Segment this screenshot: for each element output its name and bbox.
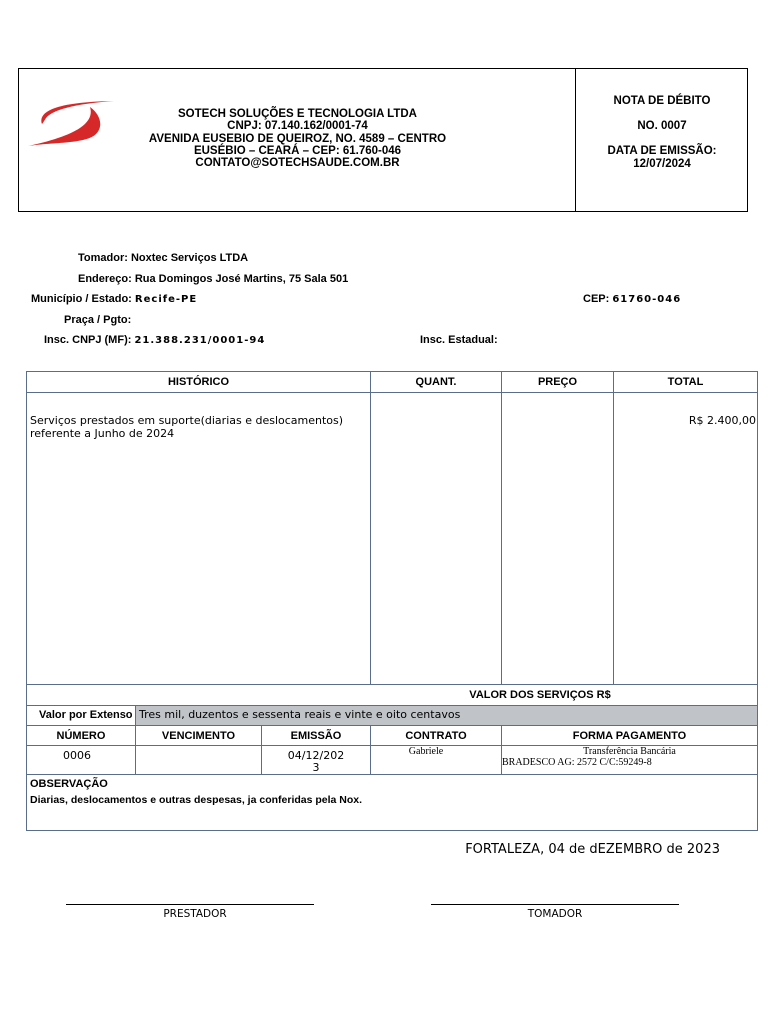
tomador: Tomador: Noxtec Serviços LTDA (78, 252, 249, 264)
cep (583, 293, 681, 306)
header-forma-pagamento: FORMA PAGAMENTO (572, 730, 687, 742)
header-preco: PREÇO (537, 376, 578, 388)
table-border-right (757, 371, 758, 831)
company-address: AVENIDA EUSEBIO DE QUEIROZ, NO. 4589 – CENTRO (148, 133, 447, 145)
observacao-text: Diarias, deslocamentos e outras despesas, ja conferidas pela Nox. (30, 794, 363, 806)
payment-numero: 0006 (63, 749, 91, 762)
header-historico: HISTÓRICO (167, 376, 230, 388)
nota-date-label: DATA DE EMISSÃO: (607, 145, 717, 157)
insc-cnpj-value: 21.388.231/0001-94 (134, 335, 266, 346)
payment-emissao-line2: 3 (312, 761, 320, 774)
header-quant: QUANT. (415, 376, 457, 388)
cep-label: CEP: (583, 293, 610, 305)
place-date: FORTALEZA, 04 de dEZEMBRO de 2023 (465, 842, 720, 857)
header-numero: NÚMERO (56, 730, 106, 742)
company-logo (24, 94, 120, 150)
municipio-estado (31, 293, 197, 306)
tomador-signature-line (431, 904, 679, 905)
payment-forma-line1: Transferência Bancária (583, 746, 676, 757)
col-divider-extenso (135, 705, 136, 725)
col-divider-quant (370, 371, 371, 685)
nota-date: 12/07/2024 (633, 158, 691, 170)
valor-servicos-label: VALOR DOS SERVIÇOS R$ (469, 689, 611, 701)
header-contrato: CONTRATO (405, 730, 467, 742)
company-city: EUSÉBIO – CEARÁ – CEP: 61.760-046 (193, 145, 402, 157)
payment-emissao-line1: 04/12/202 (287, 749, 345, 762)
nota-number: NO. 0007 (637, 120, 687, 132)
item-total: R$ 2.400,00 (688, 414, 756, 427)
prestador-signature-line (66, 904, 314, 905)
praca-pgto: Praça / Pgto: (64, 314, 132, 326)
header-vencimento: VENCIMENTO (161, 730, 236, 742)
header-emissao: EMISSÃO (290, 730, 342, 742)
col-divider-preco (501, 371, 502, 685)
table-border-top (26, 371, 758, 372)
municipio-value: Recife-PE (134, 294, 198, 305)
observacao-label: OBSERVAÇÃO (30, 778, 108, 790)
payment-contrato: Gabriele (408, 746, 444, 757)
insc-cnpj-label: Insc. CNPJ (MF): (44, 334, 132, 346)
company-name: SOTECH SOLUÇÕES E TECNOLOGIA LTDA (178, 108, 417, 120)
company-email: CONTATO@SOTECHSAUDE.COM.BR (195, 157, 400, 169)
cep-value: 61760-046 (612, 294, 682, 305)
item-description-line2: referente a Junho de 2024 (30, 427, 175, 440)
header-divider (575, 68, 576, 212)
tomador-label: TOMADOR (527, 908, 583, 920)
municipio-label: Município / Estado: (31, 293, 132, 305)
header-total: TOTAL (667, 376, 704, 388)
table-border-bottom (26, 830, 758, 831)
insc-estadual: Insc. Estadual: (420, 334, 498, 346)
valor-extenso-text: Tres mil, duzentos e sessenta reais e vinte e oito centavos (139, 708, 461, 721)
payment-forma-line2: BRADESCO AG: 2572 C/C:59249-8 (502, 757, 652, 768)
company-cnpj: CNPJ: 07.140.162/0001-74 (227, 120, 368, 132)
insc-cnpj (44, 334, 265, 347)
nota-title: NOTA DE DÉBITO (613, 95, 711, 107)
table-body-bottom (26, 684, 758, 685)
endereco: Endereço: Rua Domingos José Martins, 75 Sala 501 (78, 273, 349, 285)
prestador-label: PRESTADOR (163, 908, 227, 920)
valor-extenso-label: Valor por Extenso (39, 709, 133, 721)
table-header-bottom (26, 392, 758, 393)
item-description-line1: Serviços prestados em suporte(diarias e deslocamentos) (30, 414, 344, 427)
